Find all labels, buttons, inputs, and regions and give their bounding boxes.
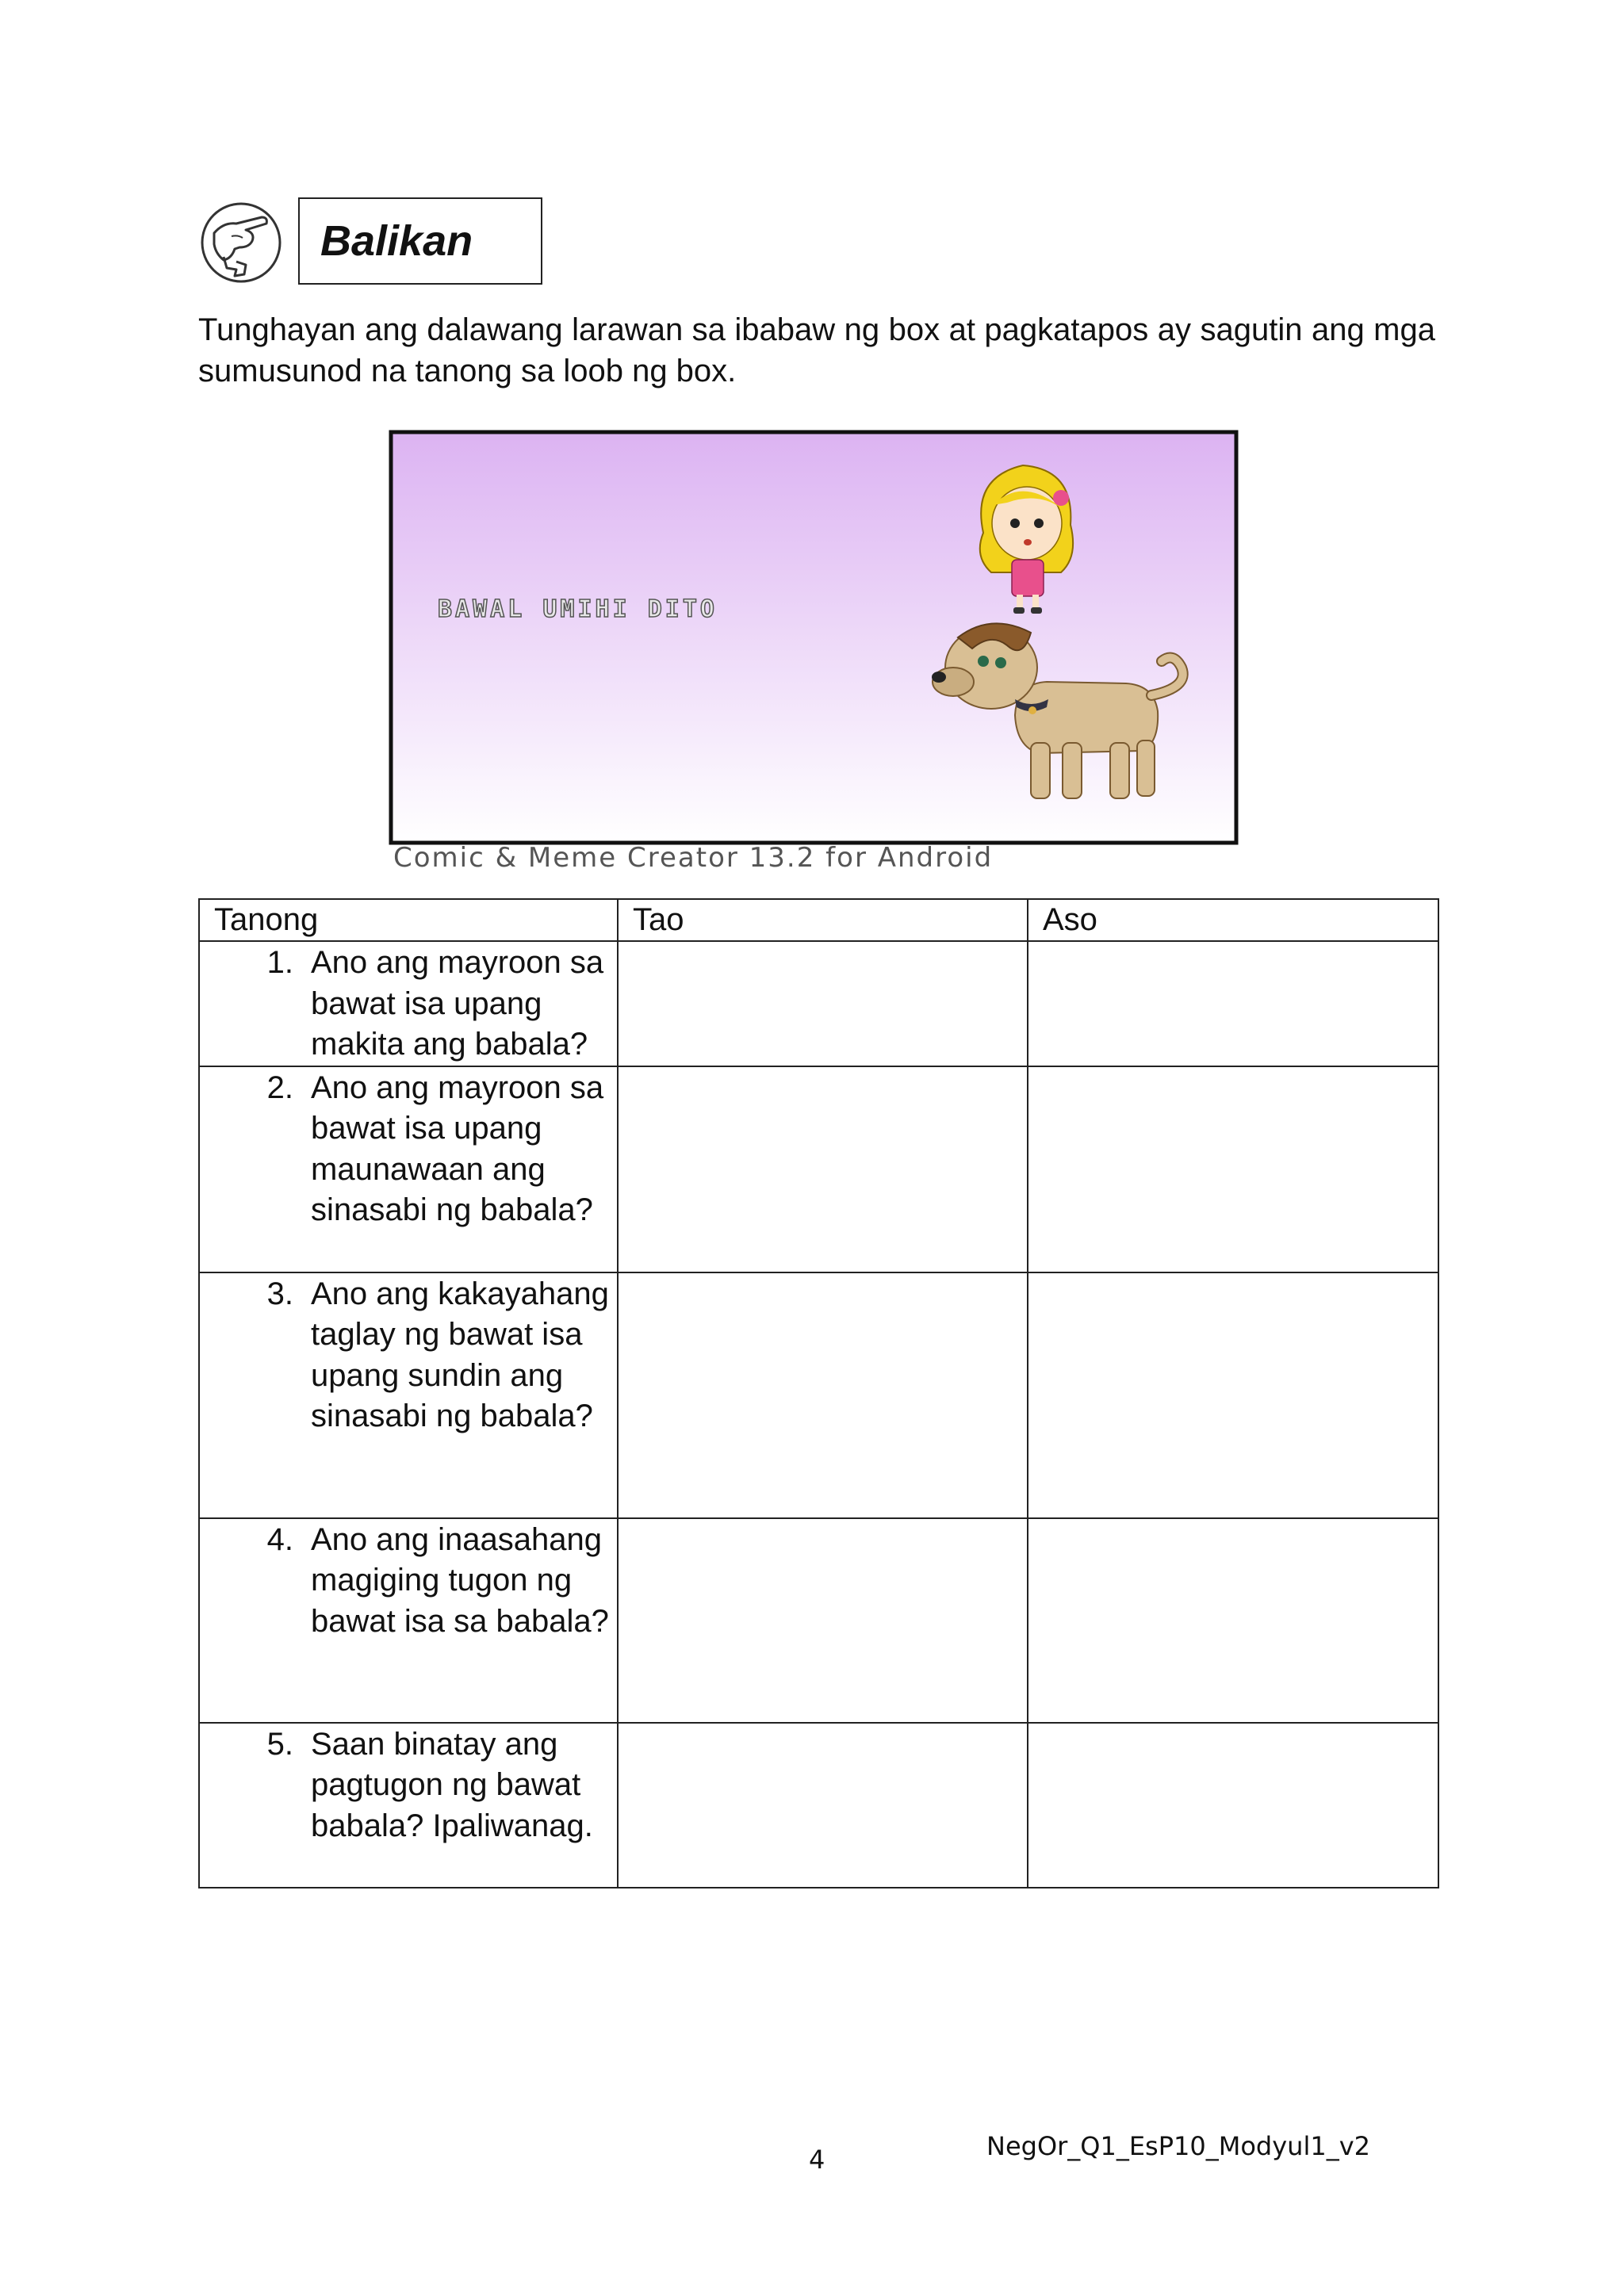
comic-illustration [389, 430, 1239, 845]
table-row [199, 1723, 1438, 1888]
module-code: NegOr_Q1_EsP10_Modyul1_v2 [986, 2131, 1370, 2161]
section-title-box [298, 197, 542, 285]
table-row [199, 1272, 1438, 1518]
table-row [199, 941, 1438, 1066]
answer-cell-aso[interactable] [1028, 1272, 1438, 1518]
hand-pointing-icon [200, 201, 282, 284]
section-title: Balikan [320, 217, 473, 265]
table-row [199, 1518, 1438, 1723]
question-text: Ano ang mayroon sa bawat isa upang maunawaan ang sinasabi ng babala? [311, 1070, 604, 1227]
question-cell [199, 1066, 618, 1272]
header-aso: Aso [1028, 899, 1438, 941]
answer-cell-aso[interactable] [1028, 941, 1438, 1066]
page-number: 4 [809, 2145, 825, 2175]
question-text: Ano ang mayroon sa bawat isa upang makita ang babala? [311, 945, 604, 1062]
question-cell [199, 1723, 618, 1888]
question-text: Ano ang kakayahang taglay ng bawat isa upang sundin ang sinasabi ng babala? [311, 1276, 609, 1433]
answer-cell-tao[interactable] [618, 1518, 1028, 1723]
question-number: 3. [266, 1276, 293, 1311]
question-number: 5. [266, 1726, 293, 1762]
question-cell [199, 941, 618, 1066]
answer-cell-aso[interactable] [1028, 1518, 1438, 1723]
question-number: 2. [266, 1070, 293, 1105]
questions-table [198, 898, 1439, 1888]
sign-text: BAWAL UMIHI DITO [438, 595, 718, 623]
answer-cell-tao[interactable] [618, 941, 1028, 1066]
table-row [199, 1066, 1438, 1272]
answer-cell-tao[interactable] [618, 1272, 1028, 1518]
question-cell [199, 1272, 618, 1518]
question-text: Saan binatay ang pagtugon ng bawat babala? Ipaliwanag. [311, 1726, 593, 1843]
answer-cell-aso[interactable] [1028, 1066, 1438, 1272]
picture-caption: Comic & Meme Creator 13.2 for Android [393, 842, 994, 874]
table-header-row [199, 899, 1438, 941]
instructions-text: Tunghayan ang dalawang larawan sa ibabaw ng box at pagkatapos ay sagutin ang mga sumusunod na tanong sa loob ng box. [198, 312, 1435, 388]
header-tao: Tao [618, 899, 1028, 941]
header-tanong: Tanong [199, 899, 618, 941]
answer-cell-tao[interactable] [618, 1066, 1028, 1272]
question-number: 1. [266, 945, 293, 980]
answer-cell-aso[interactable] [1028, 1723, 1438, 1888]
question-text: Ano ang inaasahang magiging tugon ng bawat isa sa babala? [311, 1521, 609, 1639]
answer-cell-tao[interactable] [618, 1723, 1028, 1888]
question-cell [199, 1518, 618, 1723]
question-number: 4. [266, 1521, 293, 1557]
